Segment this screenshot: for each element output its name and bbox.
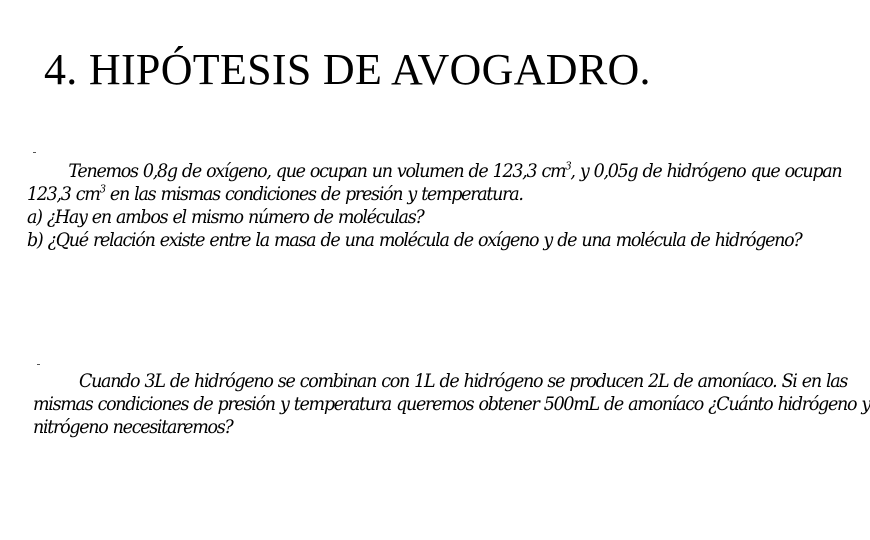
- problem-1-text: 123,3 cm: [27, 183, 100, 205]
- scan-mark: [37, 364, 40, 365]
- problem-1-line-1: [27, 159, 842, 183]
- scan-mark: [33, 152, 36, 153]
- problem-2: [33, 370, 870, 439]
- superscript: 3: [565, 159, 571, 173]
- question-a: a) ¿Hay en ambos el mismo número de moléculas?: [27, 206, 424, 228]
- problem-2-line-2: mismas condiciones de presión y temperatura queremos obtener 500mL de amoníaco ¿Cuánto hidrógeno y: [33, 393, 870, 415]
- question-b: b) ¿Qué relación existe entre la masa de una molécula de oxígeno y de una molécula de hidrógeno?: [27, 229, 802, 251]
- problem-1-text: en las mismas condiciones de presión y temperatura.: [104, 183, 523, 205]
- problem-2-line-3: nitrógeno necesitaremos?: [33, 416, 233, 438]
- problem-1-line-2: [27, 183, 689, 206]
- superscript: 3: [99, 182, 105, 196]
- problem-1-text: Tenemos 0,8g de oxígeno, que ocupan un volumen de 123,3 cm: [68, 160, 566, 182]
- slide-title: 4. HIPÓTESIS DE AVOGADRO.: [44, 45, 651, 94]
- problem-2-line-1: Cuando 3L de hidrógeno se combinan con 1L de hidrógeno se producen 2L de amoníaco. Si en las: [79, 370, 848, 392]
- problem-1: [27, 159, 842, 252]
- problem-1-text: , y 0,05g de hidrógeno que ocupan: [570, 160, 842, 182]
